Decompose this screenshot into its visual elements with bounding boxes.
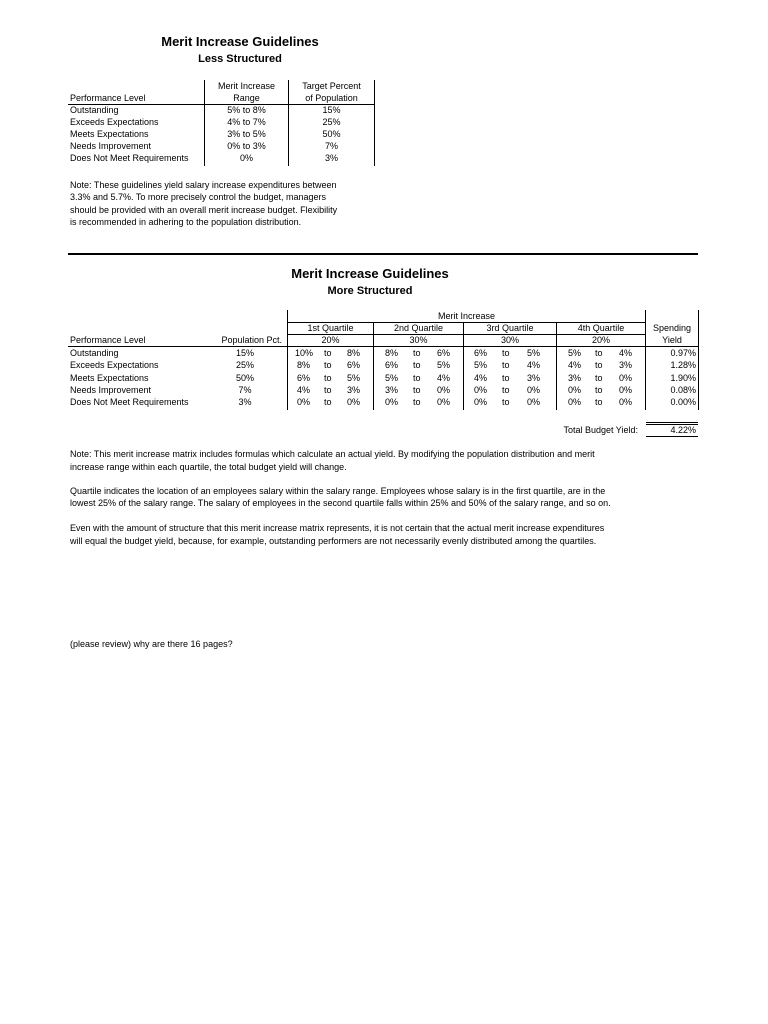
q-high: 0%	[437, 385, 451, 395]
table-row-level: Exceeds Expectations	[70, 360, 159, 370]
q-high: 4%	[527, 360, 541, 370]
note-line: increase range within each quartile, the total budget yield will change.	[70, 462, 347, 472]
q-to: to	[413, 373, 421, 383]
less-subtitle: Less Structured	[198, 53, 282, 65]
table-row-range: 0% to 3%	[227, 141, 266, 151]
q-high: 5%	[437, 360, 451, 370]
table-row-yield: 1.28%	[670, 360, 696, 370]
q-high: 4%	[619, 348, 633, 358]
q-to: to	[324, 397, 332, 407]
q-high: 0%	[619, 397, 633, 407]
q-low: 6%	[297, 373, 311, 383]
note-line: Note: This merit increase matrix includes formulas which calculate an actual yield. By modifying the population distribution and merit	[70, 449, 595, 459]
q-to: to	[595, 360, 603, 370]
table-row-level: Needs Improvement	[70, 141, 152, 151]
q-low: 0%	[297, 397, 311, 407]
table-row-range: 3% to 5%	[227, 129, 266, 139]
q-to: to	[502, 373, 510, 383]
q-low: 8%	[385, 348, 399, 358]
q-high: 5%	[527, 348, 541, 358]
section-divider	[68, 253, 698, 255]
q-to: to	[413, 360, 421, 370]
header-population: Population Pct.	[221, 335, 282, 345]
table-row-level: Does Not Meet Requirements	[70, 153, 189, 163]
table-row-pop: 25%	[235, 360, 254, 370]
q-to: to	[324, 348, 332, 358]
q-to: to	[502, 348, 510, 358]
table-row-level: Outstanding	[70, 348, 119, 358]
header-quartile-pct: 20%	[591, 335, 610, 345]
q-to: to	[324, 385, 332, 395]
q-low: 0%	[385, 397, 399, 407]
q-high: 3%	[619, 360, 633, 370]
header-quartile-pct: 30%	[500, 335, 519, 345]
header-spending-2: Yield	[662, 335, 682, 345]
header-quartile: 3rd Quartile	[486, 323, 534, 333]
less-header-target-1: Target Percent	[302, 81, 361, 91]
q-to: to	[413, 385, 421, 395]
q-low: 4%	[297, 385, 311, 395]
q-to: to	[595, 373, 603, 383]
table-row-level: Meets Expectations	[70, 129, 149, 139]
less-header-range-1: Merit Increase	[217, 81, 276, 91]
q-high: 4%	[437, 373, 451, 383]
q-to: to	[595, 348, 603, 358]
more-title: Merit Increase Guidelines	[291, 266, 449, 281]
table-row-range: 5% to 8%	[227, 105, 266, 115]
note-line: 3.3% and 5.7%. To more precisely control the budget, managers	[70, 192, 326, 202]
table-row-range: 4% to 7%	[227, 117, 266, 127]
q-low: 0%	[568, 397, 582, 407]
q-high: 3%	[527, 373, 541, 383]
table-row-target: 3%	[324, 153, 338, 163]
table-row-level: Exceeds Expectations	[70, 117, 159, 127]
q-high: 8%	[347, 348, 361, 358]
q-to: to	[413, 348, 421, 358]
table-row-level: Needs Improvement	[70, 385, 152, 395]
header-quartile-pct: 30%	[409, 335, 428, 345]
table-row-pop: 15%	[235, 348, 254, 358]
q-to: to	[502, 385, 510, 395]
table-row-yield: 0.97%	[670, 348, 696, 358]
more-subtitle: More Structured	[327, 285, 413, 297]
note-line: is recommended in adhering to the population distribution.	[70, 217, 302, 227]
q-high: 6%	[437, 348, 451, 358]
header-merit-increase: Merit Increase	[437, 311, 496, 321]
less-header-range-2: Range	[233, 93, 260, 103]
table-row-yield: 1.90%	[670, 373, 696, 383]
table-row-target: 50%	[322, 129, 341, 139]
q-high: 6%	[347, 360, 361, 370]
q-to: to	[595, 397, 603, 407]
header-quartile: 1st Quartile	[307, 323, 354, 333]
header-performance: Performance Level	[70, 335, 146, 345]
q-low: 4%	[474, 373, 488, 383]
table-row-pop: 7%	[238, 385, 252, 395]
total-budget-yield-value: 4.22%	[670, 425, 696, 435]
header-quartile: 4th Quartile	[577, 323, 625, 333]
table-row-range: 0%	[239, 153, 253, 163]
table-row-yield: 0.08%	[670, 385, 696, 395]
less-title: Merit Increase Guidelines	[161, 34, 319, 49]
less-header-target-2: of Population	[305, 93, 358, 103]
table-row-target: 15%	[322, 105, 341, 115]
q-high: 0%	[527, 385, 541, 395]
q-low: 5%	[474, 360, 488, 370]
header-spending-1: Spending	[652, 323, 692, 333]
q-high: 0%	[347, 397, 361, 407]
q-low: 3%	[385, 385, 399, 395]
table-row-level: Does Not Meet Requirements	[70, 397, 189, 407]
table-row-level: Outstanding	[70, 105, 119, 115]
header-quartile: 2nd Quartile	[393, 323, 444, 333]
table-row-pop: 50%	[235, 373, 254, 383]
review-note: (please review) why are there 16 pages?	[70, 639, 233, 649]
q-low: 0%	[474, 397, 488, 407]
note-line: Quartile indicates the location of an employees salary within the salary range. Employees whose salary is in the first quartile, are in the	[70, 486, 606, 496]
q-low: 6%	[385, 360, 399, 370]
q-high: 0%	[527, 397, 541, 407]
q-to: to	[324, 373, 332, 383]
header-quartile-pct: 20%	[321, 335, 340, 345]
less-header-performance: Performance Level	[70, 93, 146, 103]
q-low: 4%	[568, 360, 582, 370]
note-line: should be provided with an overall merit increase budget. Flexibility	[70, 205, 338, 215]
table-row-target: 25%	[322, 117, 341, 127]
q-low: 3%	[568, 373, 582, 383]
table-row-level: Meets Expectations	[70, 373, 149, 383]
q-low: 10%	[295, 348, 314, 358]
q-low: 0%	[474, 385, 488, 395]
note-line: Even with the amount of structure that this merit increase matrix represents, it is not certain that the actual merit increase expenditures	[70, 523, 605, 533]
note-line: will equal the budget yield, because, for example, outstanding performers are not necessarily evenly distributed among the quartiles.	[70, 536, 597, 546]
table-row-target: 7%	[324, 141, 338, 151]
total-budget-yield-label: Total Budget Yield:	[563, 425, 638, 435]
q-to: to	[502, 360, 510, 370]
q-high: 0%	[437, 397, 451, 407]
q-high: 5%	[347, 373, 361, 383]
table-row-yield: 0.00%	[670, 397, 696, 407]
note-line: lowest 25% of the salary range. The salary of employees in the second quartile falls within 25% and 50% of the salary range, and so on.	[70, 498, 611, 508]
q-to: to	[324, 360, 332, 370]
q-low: 6%	[474, 348, 488, 358]
q-low: 5%	[385, 373, 399, 383]
q-to: to	[502, 397, 510, 407]
table-row-pop: 3%	[238, 397, 252, 407]
q-low: 5%	[568, 348, 582, 358]
q-low: 0%	[568, 385, 582, 395]
q-high: 0%	[619, 385, 633, 395]
q-low: 8%	[297, 360, 311, 370]
note-line: Note: These guidelines yield salary increase expenditures between	[70, 180, 337, 190]
q-to: to	[413, 397, 421, 407]
q-high: 3%	[347, 385, 361, 395]
q-to: to	[595, 385, 603, 395]
q-high: 0%	[619, 373, 633, 383]
